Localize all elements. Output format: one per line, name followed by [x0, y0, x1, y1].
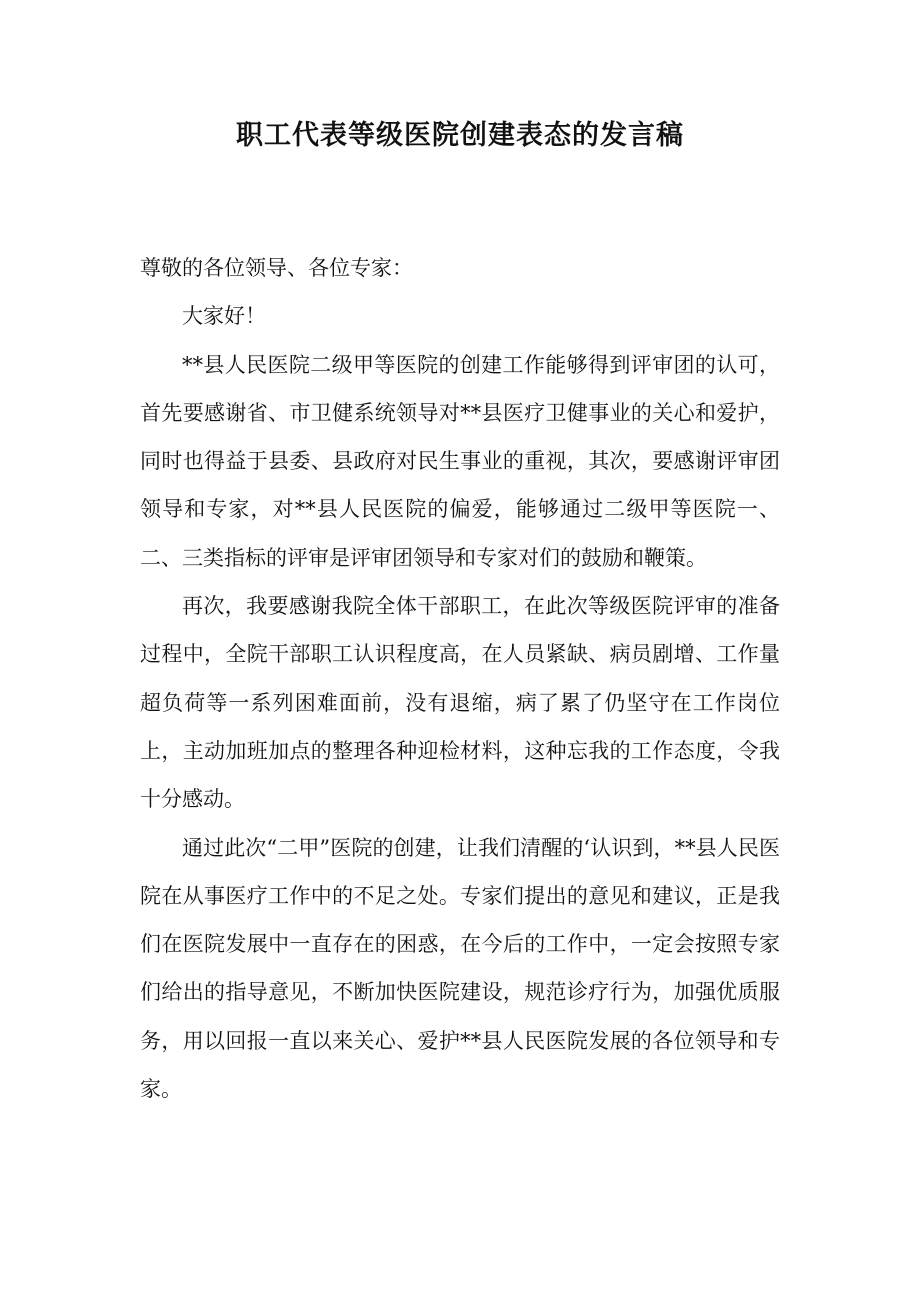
paragraph-reflection: 通过此次“二甲”医院的创建，让我们清醒的‘认识到，**县人民医院在从事医疗工作中的不足之处。专家们提出的意见和建议，正是我们在医院发展中一直存在的困惑，在今后的工作中，一定会按照专家们给出的指导意见，不断加快医院建设，规范诊疗行为，加强优质服务，用以回报一直以来关心、爱护**县人民医院发展的各位领导和专家。	[140, 835, 780, 1102]
document-title: 职工代表等级医院创建表态的发言稿	[236, 120, 684, 151]
paragraph-greeting: 大家好！	[182, 304, 266, 329]
document-body	[140, 244, 780, 1113]
paragraph-thanks-leaders: **县人民医院二级甲等医院的创建工作能够得到评审团的认可，首先要感谢省、市卫健系统领导对**县医疗卫健事业的关心和爱护，同时也得益于县委、县政府对民生事业的重视，其次，要感谢评审团领导和专家，对**县人民医院的偏爱，能够通过二级甲等医院一、二、三类指标的评审是评审团领导和专家对们的鼓励和鞭策。	[140, 352, 780, 570]
paragraph-thanks-staff: 再次，我要感谢我院全体干部职工，在此次等级医院评审的准备过程中，全院干部职工认识程度高，在人员紧缺、病员剧增、工作量超负荷等一系列困难面前，没有退缩，病了累了仍坚守在工作岗位上，主动加班加点的整理各种迎检材料，这种忘我的工作态度，令我十分感动。	[140, 594, 780, 812]
salutation: 尊敬的各位领导、各位专家：	[140, 256, 413, 280]
